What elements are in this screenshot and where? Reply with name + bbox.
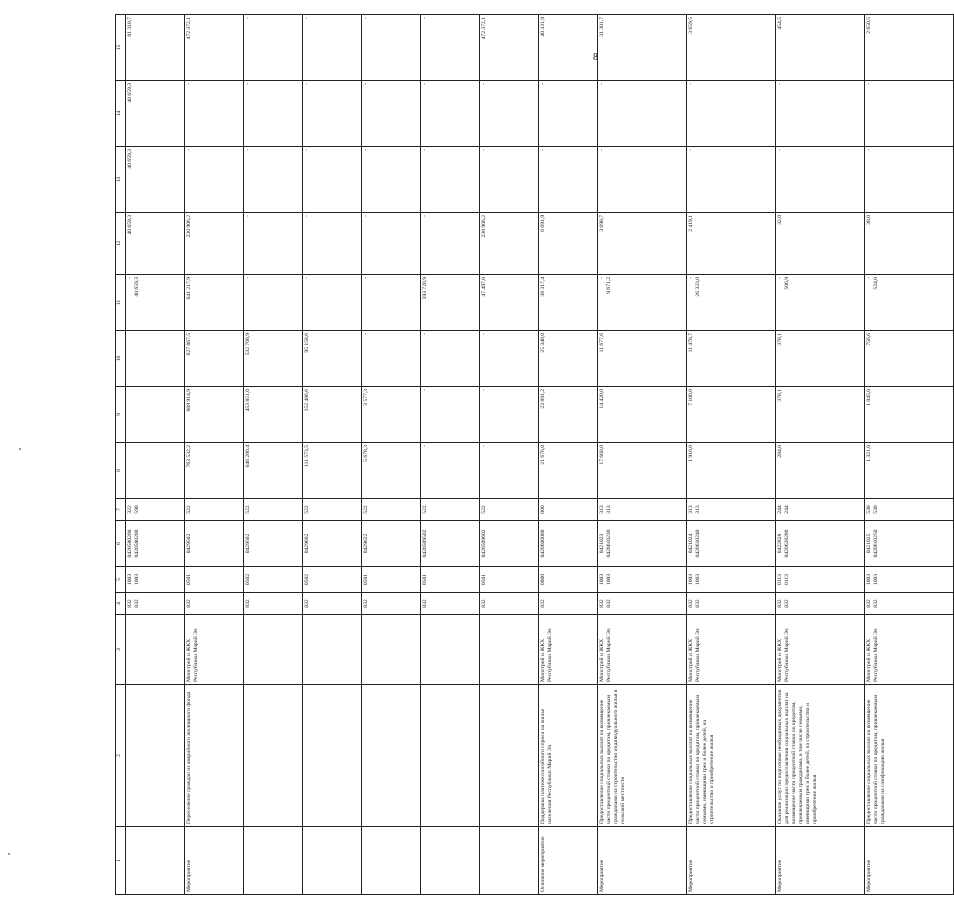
row-type [244, 827, 303, 895]
grbs-cell [126, 593, 185, 615]
grbs-cell [865, 593, 954, 615]
value-col14: - [185, 81, 244, 147]
grbs-code: 832 [133, 599, 140, 608]
row-type: Мероприятие [865, 827, 954, 895]
row-executor: Минстрой и ЖКХ Республики Марий Эл [687, 615, 776, 685]
value-col12: 230 906,2 [185, 213, 244, 275]
column-number: 6 [116, 521, 126, 567]
grbs-code: 832 [605, 599, 612, 608]
value-col10: 25 340,0 [539, 331, 598, 387]
row-description [244, 685, 303, 827]
table-row [185, 15, 244, 895]
grbs-code: 832 [303, 593, 362, 615]
row-executor [362, 615, 421, 685]
csr-cell [126, 521, 185, 567]
value-col15: - [362, 15, 421, 81]
value-col15: - [303, 15, 362, 81]
row-description [126, 685, 185, 827]
column-number: 8 [116, 443, 126, 499]
grbs-code: 832 [185, 593, 244, 615]
value-col13: - [303, 147, 362, 213]
row-type [126, 827, 185, 895]
table-row [244, 15, 303, 895]
column-number: 13 [116, 147, 126, 213]
csr-code: 0420600000 [539, 521, 598, 567]
value-col11-line: - [866, 277, 872, 279]
csr-code: 0420509602 [480, 521, 539, 567]
csr-code: 0420610250 [872, 529, 879, 558]
rzpr-code: 1003 [694, 573, 701, 586]
column-number: 14 [116, 81, 126, 147]
grbs-cell [598, 593, 687, 615]
rzpr-code: 0501 [185, 567, 244, 593]
row-executor [303, 615, 362, 685]
value-col13: - [244, 147, 303, 213]
value-col13: - [865, 147, 954, 213]
table-row [421, 15, 480, 895]
value-col8: 763 532,2 [185, 443, 244, 499]
row-type [421, 827, 480, 895]
value-col14: - [687, 81, 776, 147]
value-col14: - [776, 81, 865, 147]
value-col15: 472 372,1 [480, 15, 539, 81]
table-row [480, 15, 539, 895]
vr-code: 530 [872, 505, 879, 514]
value-col15: 2 650,5 [865, 15, 954, 81]
rzpr-cell [687, 567, 776, 593]
vr-code: 322 [127, 505, 133, 514]
vr-code: 313 [688, 505, 694, 514]
grbs-code: 832 [480, 593, 539, 615]
value-col10: - [362, 331, 421, 387]
value-col10: 95 158,6 [303, 331, 362, 387]
value-col15: - [421, 15, 480, 81]
value-col15: 31 301,7 [598, 15, 687, 81]
value-col13: - [687, 147, 776, 213]
rzpr-code: 1003 [605, 573, 612, 586]
value-col11: - [362, 275, 421, 331]
value-col13: - [362, 147, 421, 213]
row-executor [421, 615, 480, 685]
grbs-code: 832 [866, 599, 872, 608]
value-col13: - [539, 147, 598, 213]
grbs-code: 832 [777, 599, 783, 608]
csr-code: 0422828 [777, 533, 783, 554]
row-executor [126, 615, 185, 685]
value-col10: 627 867,5 [185, 331, 244, 387]
value-col15: 3 659,5 [687, 15, 776, 81]
row-executor: Минстрой и ЖКХ Республики Марий Эл [776, 615, 865, 685]
column-number: 5 [116, 567, 126, 593]
value-col13: - [480, 147, 539, 213]
row-executor: Минстрой и ЖКХ Республики Марий Эл [598, 615, 687, 685]
column-number-row [116, 15, 126, 895]
rzpr-code: 0502 [303, 567, 362, 593]
value-col10: 532 708,9 [244, 331, 303, 387]
rzpr-code: 1003 [599, 573, 605, 586]
rzpr-code: 1003 [872, 573, 879, 586]
csr-code: 0429502 [244, 521, 303, 567]
row-executor: Минстрой и ЖКХ Республики Марий Эл [539, 615, 598, 685]
csr-cell [865, 521, 954, 567]
vr-cell [687, 499, 776, 521]
value-col12: - [244, 213, 303, 275]
table-row [303, 15, 362, 895]
value-col11-line: 506,9 [783, 277, 790, 290]
vr-cell [598, 499, 687, 521]
csr-code: 0421024 [688, 533, 694, 554]
csr-code: 0429502 [185, 521, 244, 567]
value-col13: - [776, 147, 865, 213]
grbs-code: 832 [362, 593, 421, 615]
rzpr-code: 1003 [866, 573, 872, 586]
csr-code: 0429602 [303, 521, 362, 567]
vr-code: 522 [362, 499, 421, 521]
table-row [539, 15, 598, 895]
value-col9: 14 420,0 [598, 387, 687, 443]
row-executor: Минстрой и ЖКХ Республики Марий Эл [865, 615, 954, 685]
value-col12: - [362, 213, 421, 275]
value-col9: - [421, 387, 480, 443]
value-col14: - [865, 81, 954, 147]
csr-code: 0429622 [362, 521, 421, 567]
value-col15: 454,5 [776, 15, 865, 81]
row-description [421, 685, 480, 827]
value-col15: 40 331,9 [539, 15, 598, 81]
value-col11 [126, 275, 185, 331]
row-executor [480, 615, 539, 685]
vr-code: 590 [133, 505, 140, 514]
value-col14: - [480, 81, 539, 147]
value-col12: 40 659,3 [126, 213, 185, 275]
value-col12: - [303, 213, 362, 275]
column-number: 4 [116, 593, 126, 615]
vr-code: 313 [605, 505, 612, 514]
rzpr-code: 0000 [539, 567, 598, 593]
value-col10 [126, 331, 185, 387]
value-col8: 21 676,0 [539, 443, 598, 499]
row-type: Мероприятие [776, 827, 865, 895]
value-col9: 378,1 [776, 387, 865, 443]
table-row [362, 15, 421, 895]
vr-cell [865, 499, 954, 521]
value-col11-line: 26 323,0 [694, 277, 701, 297]
value-col8: 1 321,0 [865, 443, 954, 499]
vr-code: 522 [303, 499, 362, 521]
value-col8 [126, 443, 185, 499]
csr-code: 0420509502 [421, 521, 480, 567]
vr-cell [126, 499, 185, 521]
rzpr-code: 0502 [244, 567, 303, 593]
value-col13: - [598, 147, 687, 213]
rzpr-cell [865, 567, 954, 593]
value-col14: - [362, 81, 421, 147]
value-col15: 472 372,1 [185, 15, 244, 81]
row-description [362, 685, 421, 827]
column-number: 9 [116, 387, 126, 443]
row-type [303, 827, 362, 895]
value-col8: 17 660,0 [598, 443, 687, 499]
value-col12: 2 419,1 [687, 213, 776, 275]
table-row [776, 15, 865, 895]
row-description [480, 685, 539, 827]
value-col12: 230 906,2 [480, 213, 539, 275]
row-type: Мероприятие [598, 827, 687, 895]
value-col11-line: 524,0 [872, 277, 879, 290]
grbs-code: 832 [872, 599, 879, 608]
row-type: Основное мероприятие [539, 827, 598, 895]
value-col10: 11 478,7 [687, 331, 776, 387]
value-col15: 81 318,7 [126, 15, 185, 81]
grbs-code: 832 [539, 593, 598, 615]
csr-code: 0420628280 [783, 529, 790, 558]
value-col11-line: - [599, 277, 605, 279]
value-col8: - [480, 443, 539, 499]
value-col11 [598, 275, 687, 331]
column-number: 1 [116, 827, 126, 895]
value-col15: - [244, 15, 303, 81]
column-number: 7 [116, 499, 126, 521]
value-col13: - [421, 147, 480, 213]
row-type: Мероприятие [185, 827, 244, 895]
csr-code: 0420580200 [133, 529, 140, 558]
row-description: Предоставление социальных выплат на возмещение части процентной ставки по кредитам, привлекаемым семьями, имеющими трех и более детей, на строительство и приобретение жилья [687, 685, 776, 827]
column-number: 3 [116, 615, 126, 685]
grbs-code: 832 [599, 599, 605, 608]
rzpr-code: 1003 [127, 573, 133, 586]
vr-cell [776, 499, 865, 521]
value-col14: - [244, 81, 303, 147]
value-col11-line: - [127, 277, 133, 279]
rzpr-code: 0501 [421, 567, 480, 593]
row-description: Предоставление социальных выплат на возмещение части процентной ставки по кредитам, привлекаемым гражданами на строительство индивидуального жилья в сельской местности [598, 685, 687, 827]
vr-code: 313 [694, 505, 701, 514]
scan-speck [8, 853, 10, 855]
value-col11-line: 9 671,2 [605, 277, 612, 294]
row-description: Поддержка платежеспособного спроса на жилье населения Республики Марий Эл [539, 685, 598, 827]
value-col12: 3 698,7 [598, 213, 687, 275]
csr-cell [776, 521, 865, 567]
value-col10: - [480, 331, 539, 387]
grbs-cell [776, 593, 865, 615]
grbs-code: 832 [244, 593, 303, 615]
grbs-code: 832 [421, 593, 480, 615]
row-type [480, 827, 539, 895]
column-number: 12 [116, 213, 126, 275]
value-col9: 152 486,6 [303, 387, 362, 443]
column-number: 10 [116, 331, 126, 387]
value-col8: 111 573,5 [303, 443, 362, 499]
rzpr-code: 0113 [777, 574, 783, 585]
value-col11-line: - [688, 277, 694, 279]
grbs-code: 832 [688, 599, 694, 608]
value-col9: 3 577,3 [362, 387, 421, 443]
row-executor: Минстрой и ЖКХ Республики Марий Эл [185, 615, 244, 685]
grbs-code: 832 [127, 599, 133, 608]
value-col11 [687, 275, 776, 331]
rzpr-code: 1003 [133, 573, 140, 586]
value-col11-line: 40 659,3 [133, 277, 140, 297]
value-col12: 38,0 [865, 213, 954, 275]
value-col9: 1 045,0 [865, 387, 954, 443]
csr-code: 0420610230 [605, 529, 612, 558]
row-description [303, 685, 362, 827]
scan-speck [19, 448, 21, 450]
value-col11: 38 317,4 [539, 275, 598, 331]
value-col14: - [539, 81, 598, 147]
value-col9: - [480, 387, 539, 443]
table-row [598, 15, 687, 895]
value-col12: 6 691,9 [539, 213, 598, 275]
column-number: 2 [116, 685, 126, 827]
vr-code: 522 [185, 499, 244, 521]
budget-table [115, 14, 954, 895]
value-col14: - [598, 81, 687, 147]
value-col13: 40 659,3 [126, 147, 185, 213]
value-col9: 7 100,0 [687, 387, 776, 443]
table-row [865, 15, 954, 895]
value-col14: - [303, 81, 362, 147]
rzpr-code: 1003 [688, 573, 694, 586]
value-col13: - [185, 147, 244, 213]
rzpr-code: 0113 [783, 574, 790, 585]
vr-code: 522 [244, 499, 303, 521]
value-col8: 284,0 [776, 443, 865, 499]
row-type: Мероприятие [687, 827, 776, 895]
vr-code: 244 [783, 505, 790, 514]
value-col9: 453 851,0 [244, 387, 303, 443]
value-col10: - [421, 331, 480, 387]
csr-cell [598, 521, 687, 567]
table-row [687, 15, 776, 895]
csr-cell [687, 521, 776, 567]
value-col8: 5 678,3 [362, 443, 421, 499]
csr-code: 0420580200 [127, 529, 133, 558]
value-col11: - [303, 275, 362, 331]
value-col9: 23 891,2 [539, 387, 598, 443]
value-col12: 32,0 [776, 213, 865, 275]
rzpr-cell [126, 567, 185, 593]
value-col12: - [421, 213, 480, 275]
value-col10: 11 677,6 [598, 331, 687, 387]
csr-code: 0420610240 [694, 529, 701, 558]
column-number: 15 [116, 15, 126, 81]
vr-code: 522 [421, 499, 480, 521]
value-col9 [126, 387, 185, 443]
csr-code: 0421025 [866, 533, 872, 554]
vr-code: 522 [480, 499, 539, 521]
value-col8: - [421, 443, 480, 499]
table-row [126, 15, 185, 895]
value-col9: 609 914,9 [185, 387, 244, 443]
value-col11: - [244, 275, 303, 331]
rzpr-code: 0501 [362, 567, 421, 593]
grbs-cell [687, 593, 776, 615]
row-type [362, 827, 421, 895]
column-number: 11 [116, 275, 126, 331]
value-col11-line: - [777, 277, 783, 279]
value-col10: 378,1 [776, 331, 865, 387]
page-number: 8 [593, 52, 598, 63]
row-description: Предоставление социальных выплат на возмещение части процентной ставки по кредитам, привлекаемым гражданами на газификацию жилья [865, 685, 954, 827]
value-col10: 756,6 [865, 331, 954, 387]
rzpr-cell [776, 567, 865, 593]
value-col8: 1 910,0 [687, 443, 776, 499]
rzpr-cell [598, 567, 687, 593]
row-description: Переселение граждан из аварийного жилищного фонда [185, 685, 244, 827]
grbs-code: 832 [694, 599, 701, 608]
vr-code: 244 [777, 505, 783, 514]
rzpr-code: 0501 [480, 567, 539, 593]
row-description: Оказание услуг по подготовке необходимых документов для реализации предоставления социальных выплат на возмещение части процентной ставки по кредитам, привлекаемым гражданами, в том числе семьями, имеющими трех и более детей, на строительство и приобретение жилья [776, 685, 865, 827]
value-col11 [776, 275, 865, 331]
row-executor [244, 615, 303, 685]
value-col11: 641 217,9 [185, 275, 244, 331]
value-col8: 646 280,4 [244, 443, 303, 499]
value-col11: 593 720,9 [421, 275, 480, 331]
vr-code: 313 [599, 505, 605, 514]
csr-code: 0421023 [599, 533, 605, 554]
vr-code: 530 [866, 505, 872, 514]
value-col11: 47 497,0 [480, 275, 539, 331]
value-col14: - [421, 81, 480, 147]
value-col11 [865, 275, 954, 331]
vr-code: 000 [539, 499, 598, 521]
value-col14: 40 659,3 [126, 81, 185, 147]
grbs-code: 832 [783, 599, 790, 608]
